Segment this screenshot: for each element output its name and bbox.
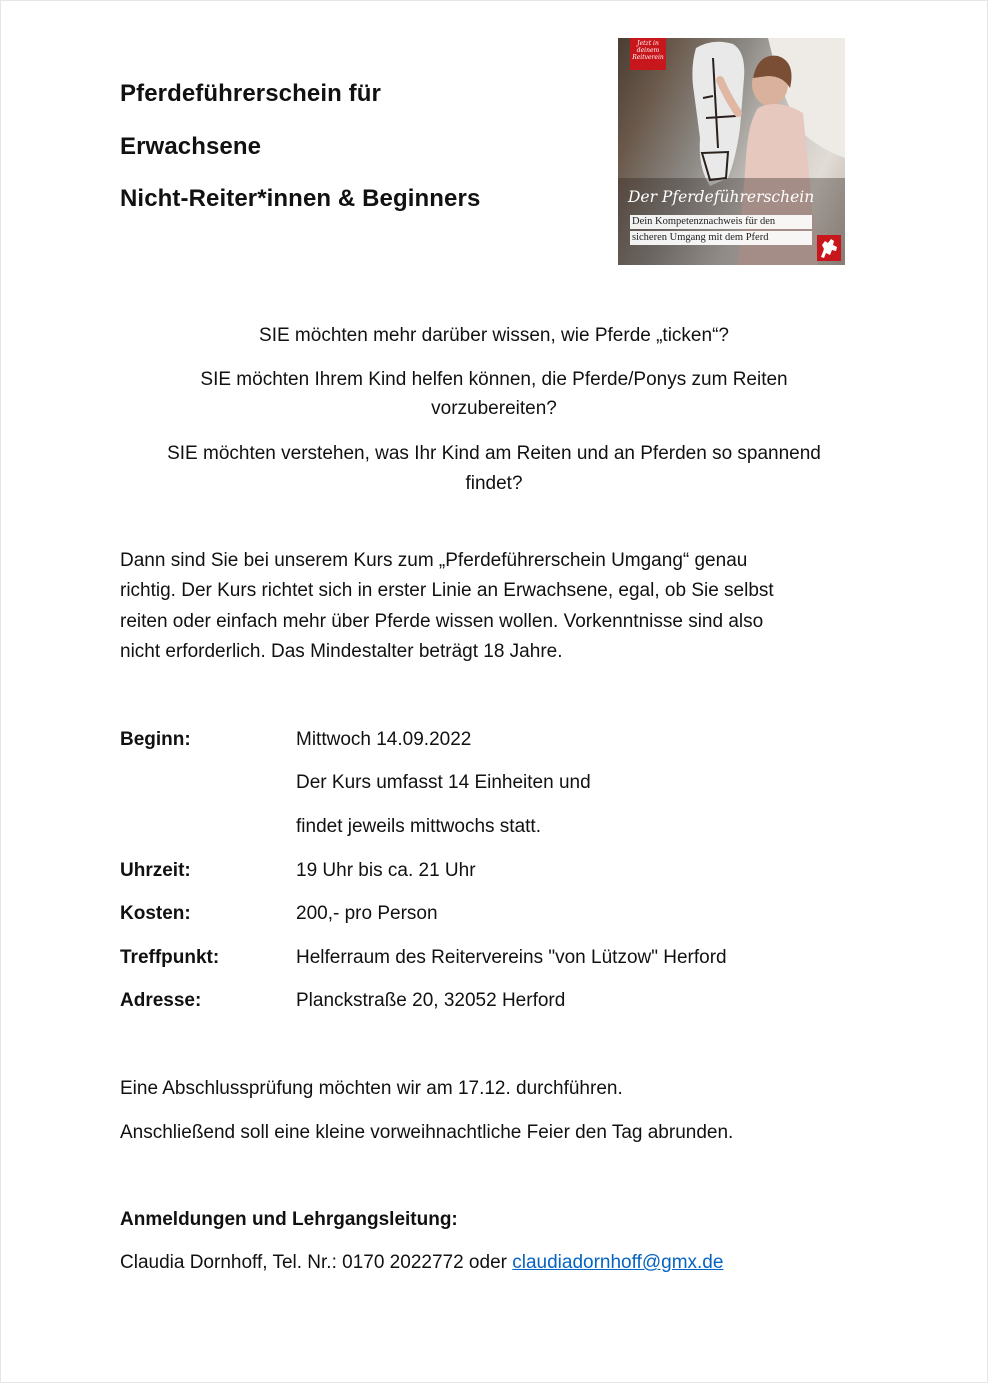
contact-line: [120, 1252, 723, 1274]
course-description-line: Dann sind Sie bei unserem Kurs zum „Pferdeführerschein Umgang“ genau: [120, 550, 748, 571]
intro-question-3-line-1: SIE möchten verstehen, was Ihr Kind am Reiten und an Pferden so spannend: [167, 443, 821, 464]
uhrzeit-value: 19 Uhr bis ca. 21 Uhr: [296, 860, 476, 881]
course-description-line: richtig. Der Kurs richtet sich in erster Linie an Erwachsene, egal, ob Sie selbst: [120, 580, 774, 602]
beginn-label: Beginn:: [120, 729, 191, 750]
title-line-3: Nicht-Reiter*innen & Beginners: [120, 185, 481, 212]
course-description-line: reiten oder einfach mehr über Pferde wissen wollen. Vorkenntnisse sind also: [120, 610, 764, 632]
kosten-value: 200,- pro Person: [296, 903, 438, 924]
contact-heading: Anmeldungen und Lehrgangsleitung:: [120, 1209, 458, 1230]
promo-subtitle-line-2: sicheren Umgang mit dem Pferd: [630, 231, 812, 245]
contact-text: Claudia Dornhoff, Tel. Nr.: 0170 2022772 oder: [120, 1252, 513, 1273]
title-line-2: Erwachsene: [120, 133, 262, 160]
intro-question-2-line-2: vorzubereiten?: [431, 398, 557, 419]
celebration-note: Anschließend soll eine kleine vorweihnachtliche Feier den Tag abrunden.: [120, 1122, 734, 1143]
intro-question-1: SIE möchten mehr darüber wissen, wie Pferde „ticken“?: [259, 325, 729, 346]
course-schedule-note: findet jeweils mittwochs statt.: [296, 816, 541, 837]
treffpunkt-label: Treffpunkt:: [120, 947, 220, 968]
course-description-line: nicht erforderlich. Das Mindestalter beträgt 18 Jahre.: [120, 640, 563, 662]
treffpunkt-value: Helferraum des Reitervereins "von Lützow" Herford: [296, 947, 727, 968]
promo-title: Der Pferdeführerschein: [628, 188, 815, 206]
uhrzeit-label: Uhrzeit:: [120, 860, 191, 881]
intro-question-3-line-2: findet?: [465, 473, 523, 494]
beginn-value: Mittwoch 14.09.2022: [296, 729, 472, 750]
horse-logo-icon: [817, 235, 841, 261]
kosten-label: Kosten:: [120, 903, 191, 924]
adresse-value: Planckstraße 20, 32052 Herford: [296, 990, 566, 1011]
intro-question-2-line-1: SIE möchten Ihrem Kind helfen können, die Pferde/Ponys zum Reiten: [200, 369, 788, 390]
promo-badge: Jetzt in deinem Reitverein: [630, 38, 666, 70]
promo-image: [618, 38, 845, 265]
promo-subtitle-line-1: Dein Kompetenznachweis für den: [630, 215, 812, 229]
course-description: [120, 546, 860, 667]
adresse-label: Adresse:: [120, 990, 202, 1011]
exam-note: Eine Abschlussprüfung möchten wir am 17.12. durchführen.: [120, 1078, 623, 1099]
title-line-1: Pferdeführerschein für: [120, 80, 381, 107]
course-units-note: Der Kurs umfasst 14 Einheiten und: [296, 772, 591, 793]
email-link[interactable]: claudiadornhoff@gmx.de: [512, 1252, 724, 1273]
